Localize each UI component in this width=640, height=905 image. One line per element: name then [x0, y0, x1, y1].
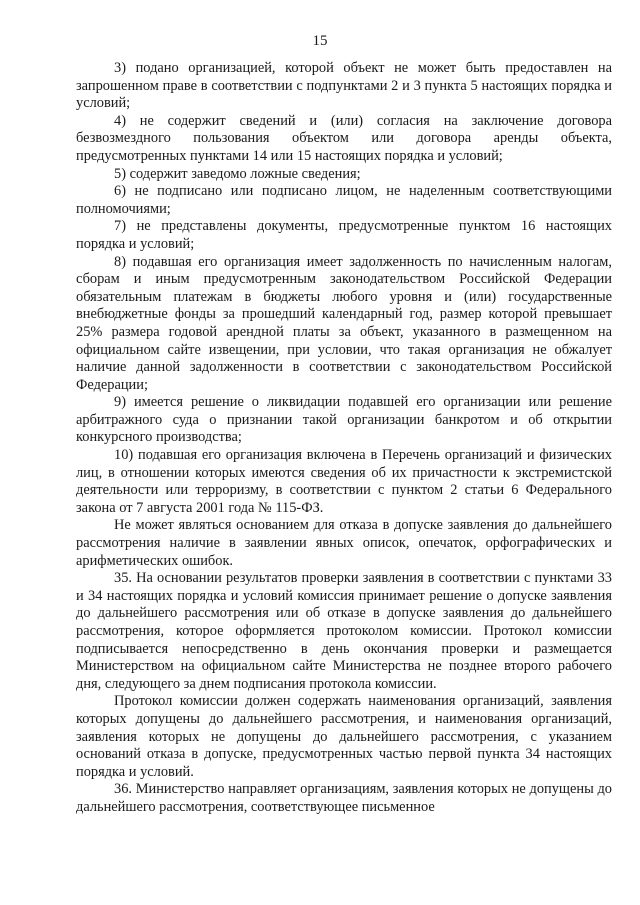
item-4: 4) не содержит сведений и (или) согласия на заключение договора безвозмездного пользования объектом или договора аренды объекта, предусмотренных пунктами 14 или 15 настоящих порядка и условий; — [76, 112, 612, 164]
item-10: 10) подавшая его организация включена в Перечень организаций и физических лиц, в отношении которых имеются сведения об их причастности к экстремистской деятельности или терроризму, в соответствии с пунктом 2 статьи 6 Федерального закона от 7 августа 2001 года № 115-ФЗ. — [76, 447, 612, 516]
item-6: 6) не подписано или подписано лицом, не наделенным соответствующими полномочиями; — [76, 183, 612, 217]
item-5: 5) содержит заведомо ложные сведения; — [114, 165, 361, 182]
item-3: 3) подано организацией, которой объект не может быть предоставлен на запрошенном праве в соответствии с подпунктами 2 и 3 пункта 5 настоящих порядка и условий; — [76, 60, 612, 112]
clause-36: 36. Министерство направляет организациям, заявления которых не допущены до дальнейшего рассмотрения, соответствующее письменное — [76, 781, 612, 815]
page-number: 15 — [312, 33, 328, 49]
clause-35: 35. На основании результатов проверки заявления в соответствии с пунктами 33 и 34 настоящих порядка и условий комиссия принимает решение о допуске заявления до дальнейшего рассмотрения или об отказе в допуске заявления до дальнейшего рассмотрения, которое оформляется протоколом комиссии. Протокол комиссии подписывается непосредственно в день окончания проверки и размещается Министерством на официальном сайте Министерства не позднее второго рабочего дня, следующего за днем подписания протокола комиссии. — [76, 570, 612, 692]
item-8: 8) подавшая его организация имеет задолженность по начисленным налогам, сборам и иным предусмотренным законодательством Российской Федерации обязательным платежам в бюджеты любого уровня и (или) государственные внебюджетные фонды за прошедший календарный год, размер которой превышает 25% размера годовой арендной платы за объект, указанного в размещенном на официальном сайте извещении, при условии, что такая организация не обжалует наличие данной задолженности в соответствии с законодательством Российской Федерации; — [76, 253, 612, 393]
note-paragraph: Не может являться основанием для отказа в допуске заявления до дальнейшего рассмотрения наличие в заявлении явных описок, опечаток, орфографических и арифметических ошибок. — [76, 517, 612, 569]
document-body — [76, 60, 612, 817]
item-7: 7) не представлены документы, предусмотренные пунктом 16 настоящих порядка и условий; — [76, 218, 612, 252]
item-9: 9) имеется решение о ликвидации подавшей его организации или решение арбитражного суда о признании такой организации банкротом и об открытии конкурсного производства; — [76, 394, 612, 446]
protocol-paragraph: Протокол комиссии должен содержать наименования организаций, заявления которых допущены до дальнейшего рассмотрения, и наименования организаций, заявления которых не допущены до дальнейшего рассмотрения, с указанием оснований отказа в допуске, предусмотренных частью первой пункта 34 настоящих порядка и условий. — [76, 693, 612, 780]
